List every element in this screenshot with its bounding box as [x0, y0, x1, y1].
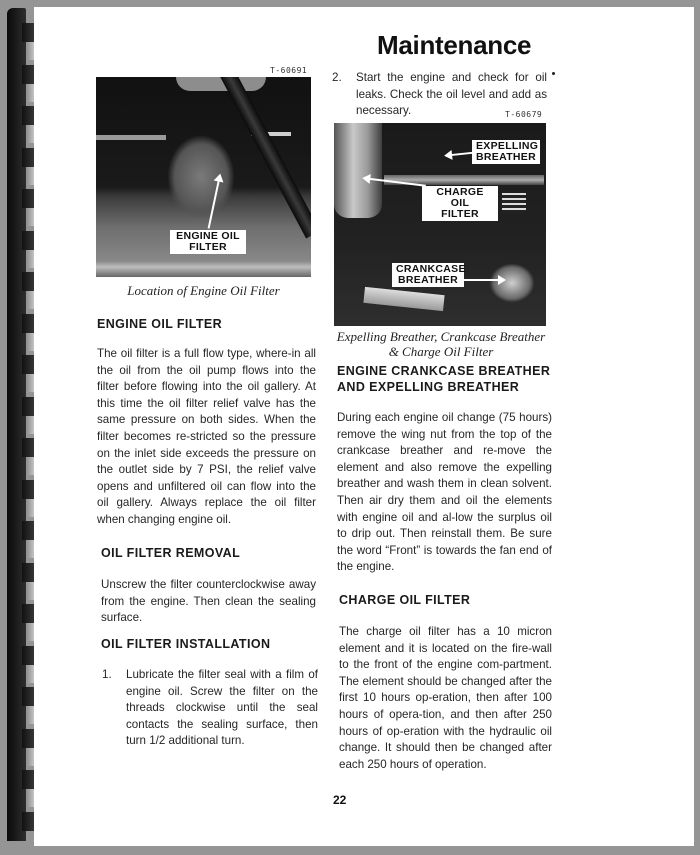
- callout-line: CRANKCASE: [396, 263, 466, 275]
- callout-engine-oil-filter: [170, 230, 246, 254]
- section-heading-oil-filter-removal: OIL FILTER REMOVAL: [101, 546, 241, 560]
- photo-detail: [502, 193, 526, 213]
- step-text: Start the engine and check for oil leaks. Check the oil level and add as necessary.: [356, 71, 547, 118]
- callout-line: FILTER: [189, 241, 227, 253]
- photo-detail: [96, 135, 166, 140]
- figure-caption-left: Location of Engine Oil Filter: [127, 283, 280, 298]
- installation-step-1: [102, 667, 318, 747]
- callout-line: BREATHER: [398, 274, 458, 286]
- callout-charge-oil-filter: [422, 186, 498, 221]
- engine-oil-filter-photo: [96, 77, 311, 277]
- callout-expelling-breather: [472, 140, 540, 164]
- photo-detail: [217, 77, 311, 239]
- page-number: 22: [333, 793, 347, 807]
- section-heading-oil-filter-installation: OIL FILTER INSTALLATION: [101, 637, 271, 651]
- photo-detail: [363, 287, 444, 311]
- section-heading-engine-oil-filter: ENGINE OIL FILTER: [97, 317, 223, 331]
- callout-crankcase-breather: [392, 263, 464, 287]
- callout-arrow-icon: [208, 177, 221, 228]
- page-title: Maintenance: [377, 30, 532, 60]
- callout-line: EXPELLING: [476, 140, 539, 152]
- callout-arrow-icon: [464, 279, 504, 281]
- figure-code-right: T-60679: [505, 110, 543, 119]
- print-speck: [552, 72, 555, 75]
- section-body-crankcase-breather: During each engine oil change (75 hours) remove the wing nut from the top of the crankcase breather and re-move the element and also remove the expelling breather and wash them in clean solvent. Then air dry them and oil the elements with engine oil and al-low the surplus oil to drip out. Then reinstall them. Be sure the word “Front” is towards the fan end of the engine.: [337, 411, 552, 574]
- figure-caption-right: [326, 329, 556, 359]
- step-text: Lubricate the filter seal with a film of engine oil. Screw the filter on the threads clockwise until the seal contacts the sealing surface, then turn 1/2 additional turn.: [126, 668, 318, 748]
- figure-code-left: T-60691: [270, 66, 308, 75]
- heading-line: ENGINE CRANKCASE BREATHER: [337, 364, 551, 378]
- breathers-and-charge-filter-photo: [334, 123, 546, 326]
- spiral-binding-spine: [7, 8, 26, 841]
- section-heading-crankcase-breather: [337, 363, 550, 395]
- section-heading-charge-oil-filter: CHARGE OIL FILTER: [339, 593, 471, 607]
- photo-detail: [334, 123, 382, 218]
- callout-line: CHARGE OIL: [436, 186, 484, 209]
- callout-line: FILTER: [441, 208, 479, 220]
- caption-line: & Charge Oil Filter: [388, 344, 494, 359]
- section-body-oil-filter-removal: Unscrew the filter counterclockwise away from the engine. Then clean the sealing surface.: [101, 578, 316, 625]
- step-number: 2.: [332, 71, 342, 84]
- caption-line: Expelling Breather, Crankcase Breather: [336, 329, 546, 344]
- callout-line: ENGINE OIL: [176, 230, 240, 242]
- callout-line: BREATHER: [476, 151, 536, 163]
- section-body-engine-oil-filter: The oil filter is a full flow type, where-in all the oil from the oil pump flows into the filter before flowing into the oil gallery. At this time the oil filter relief valve has the same pressure on both sides. When the filter becomes re-stricted so the pressure on the inlet side exceeds the pressure on the outlet side by 7 PSI, the relief valve opens and unfiltered oil can flow into the oil gallery. Always replace the oil filter when changing engine oil.: [97, 347, 316, 526]
- section-body-charge-oil-filter: The charge oil filter has a 10 micron element and it is located on the fire-wall to the front of the engine com-partment. The element should be changed after the first 10 hours op-eration, then after 100 hours of opera-tion, and then after 250 hours of op-eration with the hydraulic oil change. It should then be changed after each 250 hours of operation.: [339, 625, 552, 771]
- heading-line: AND EXPELLING BREATHER: [337, 380, 520, 394]
- step-number: 1.: [102, 668, 112, 681]
